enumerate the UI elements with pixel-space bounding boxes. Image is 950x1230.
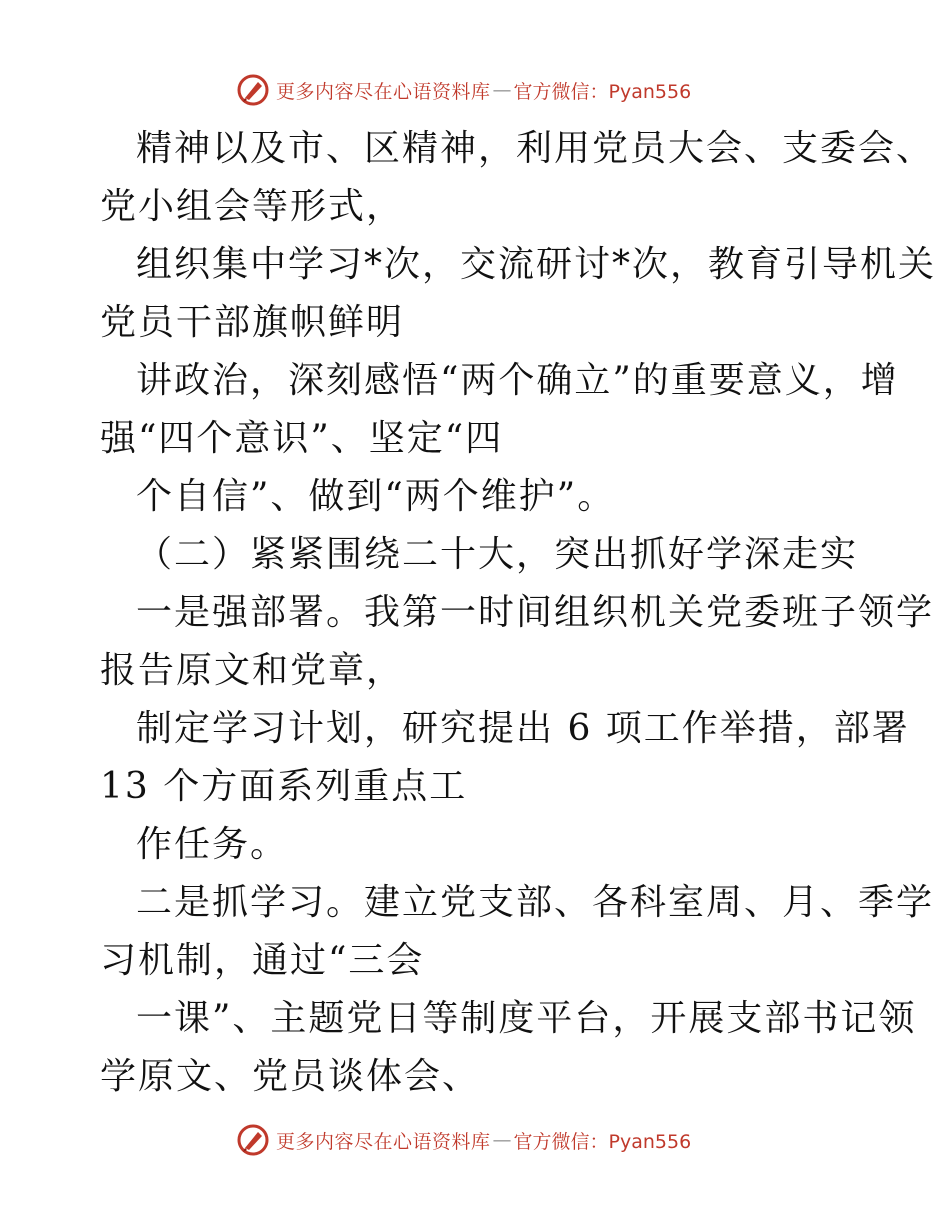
text-line: 一是强部署。我第一时间组织机关党委班子领学 xyxy=(136,592,935,633)
text-line: （二）紧紧围绕二十大，突出抓好学深走实 xyxy=(136,534,859,575)
footer-watermark xyxy=(236,1120,691,1160)
watermark-contact: 官方微信：Pyan556 xyxy=(513,80,692,103)
text-line: 习机制，通过“三会 xyxy=(100,940,425,981)
watermark-brand: 更多内容尽在心语资料库 xyxy=(276,80,491,103)
text-line: 组织集中学习*次，交流研讨*次，教育引导机关 xyxy=(136,244,937,285)
text-line: 制定学习计划，研究提出 6 项工作举措，部署 xyxy=(136,708,910,749)
text-line: 13 个方面系列重点工 xyxy=(100,766,468,807)
text-line: 精神以及市、区精神，利用党员大会、支委会、 xyxy=(136,128,935,169)
watermark-brand: 更多内容尽在心语资料库 xyxy=(276,1130,491,1153)
text-line: 作任务。 xyxy=(136,824,289,865)
watermark-contact: 官方微信：Pyan556 xyxy=(513,1130,692,1153)
document-body xyxy=(100,120,937,1106)
text-line: 一课”、主题党日等制度平台，开展支部书记领 xyxy=(136,998,917,1039)
text-line: 学原文、党员谈体会、 xyxy=(100,1056,481,1097)
watermark-dash: — xyxy=(492,1129,512,1151)
watermark-dash: — xyxy=(492,79,512,101)
text-line: 二是抓学习。建立党支部、各科室周、月、季学 xyxy=(136,882,935,923)
text-line: 报告原文和党章， xyxy=(100,650,405,691)
pen-logo-icon xyxy=(236,73,270,107)
header-watermark xyxy=(236,70,691,110)
text-line: 党小组会等形式， xyxy=(100,186,405,227)
text-line: 党员干部旗帜鲜明 xyxy=(100,302,405,343)
text-line: 强“四个意识”、坚定“四 xyxy=(100,418,504,459)
pen-logo-icon xyxy=(236,1123,270,1157)
text-line: 讲政治，深刻感悟“两个确立”的重要意义，增 xyxy=(136,360,899,401)
text-line: 个自信”、做到“两个维护”。 xyxy=(136,476,616,517)
